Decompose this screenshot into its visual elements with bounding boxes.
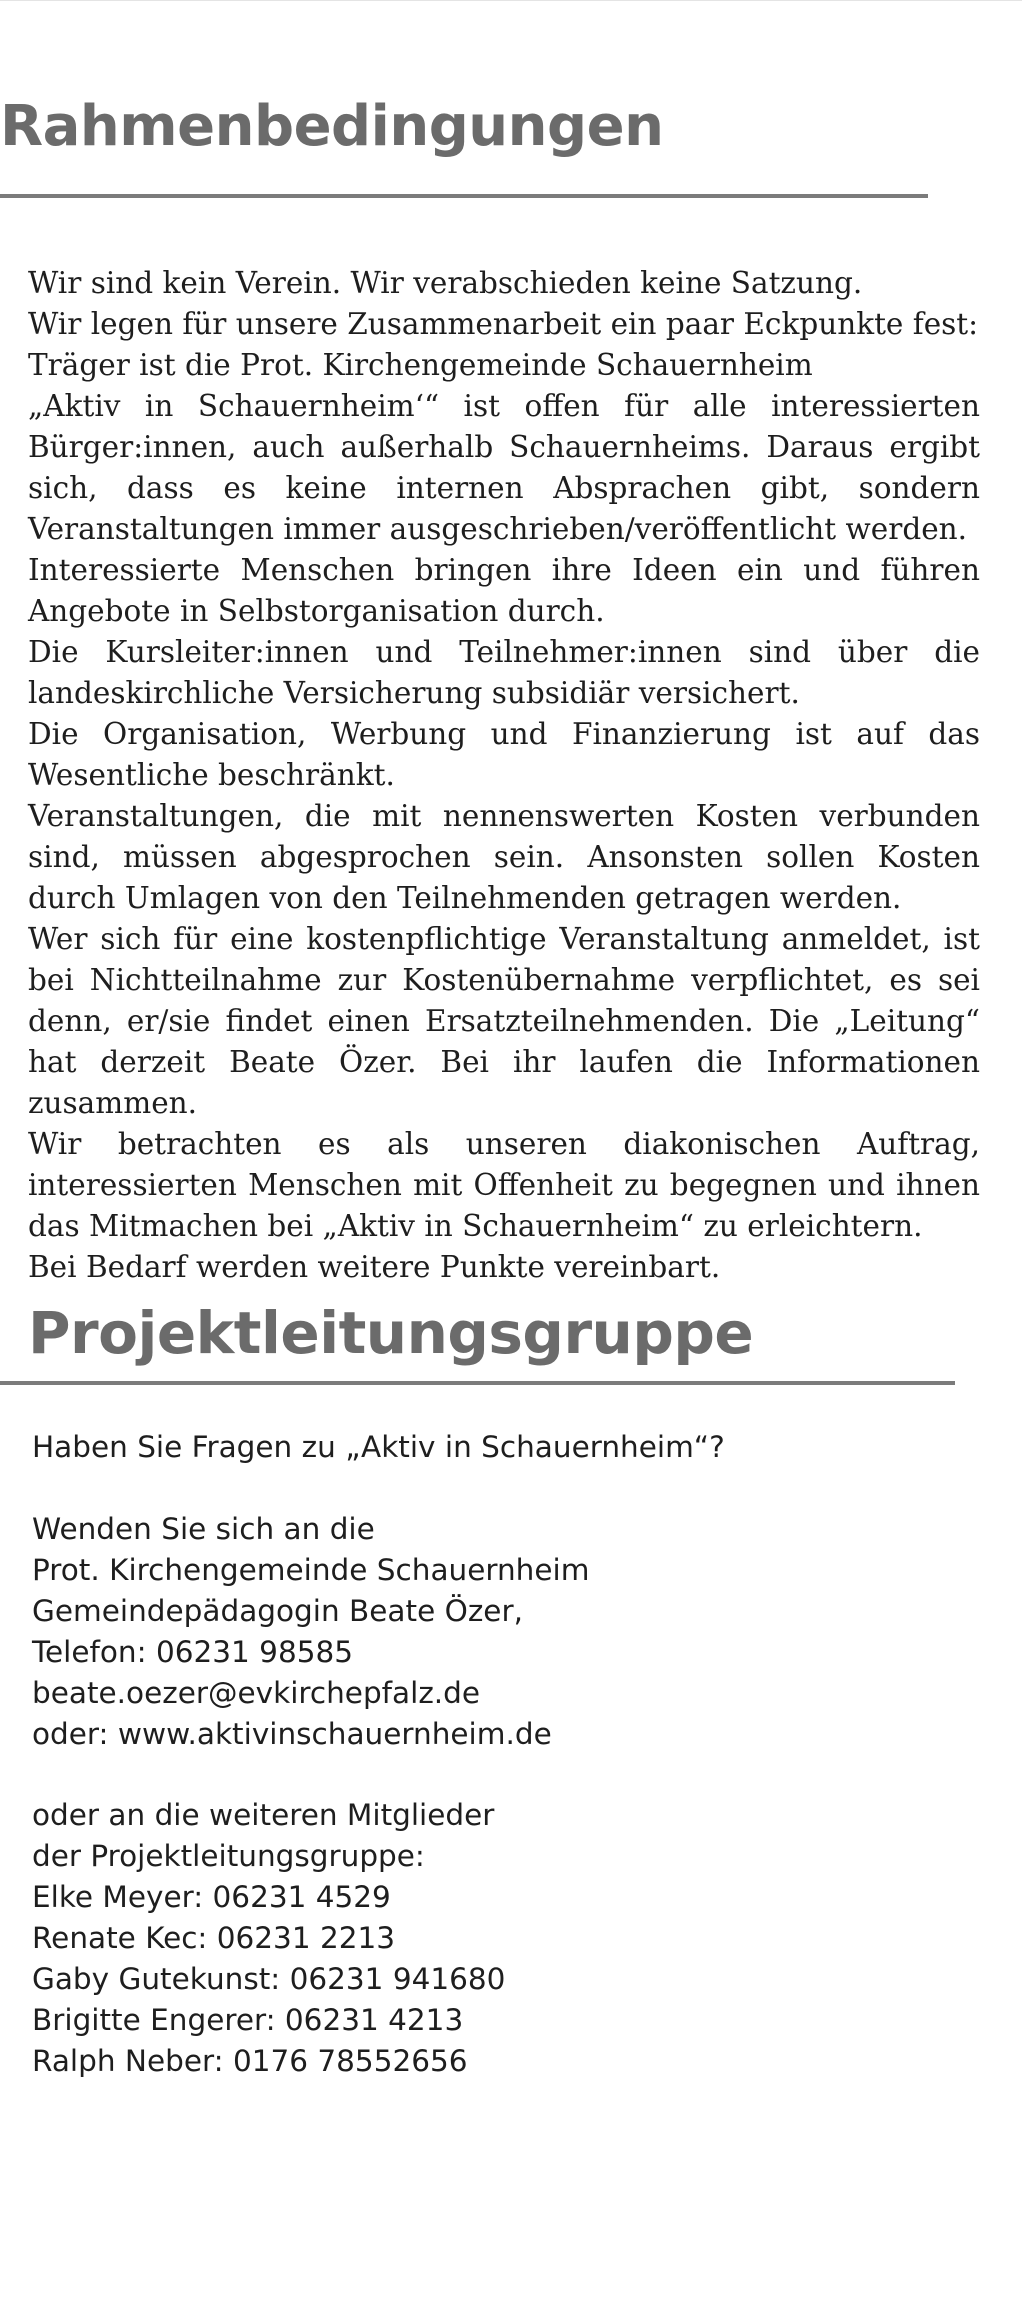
paragraph: Wer sich für eine kostenpflichtige Veranstaltung anmeldet, ist bei Nichtteilnahme zur Kostenübernahme verpflichtet, es sei denn, er/​sie findet einen Ersatzteilnehmenden. Die „Leitung“ hat derzeit Beate Özer. Bei ihr laufen die Informationen zusammen. xyxy=(28,922,980,1120)
paragraph: Wir sind kein Verein. Wir verabschieden keine Satzung. xyxy=(28,266,863,300)
contact-email: beate.oezer@evkirchepfalz.de xyxy=(32,1676,481,1710)
paragraph: Die Organisation, Werbung und Finanzierung ist auf das Wesentliche beschränkt. xyxy=(28,717,980,792)
paragraph: Veranstaltungen, die mit nennenswerten Kosten verbunden sind, müssen abgesprochen sein. Ansonsten sollen Kosten durch Umlagen von den Teilnehmenden getragen werden. xyxy=(28,799,980,915)
paragraph: „Aktiv in Schauernheim‘“ ist offen für alle interessierten Bürger:innen, auch außerhalb Schauernheims. Daraus ergibt sich, dass es keine internen Absprachen gibt, sondern Veranstaltungen immer ausgeschrieben/veröffentlicht werden. xyxy=(28,389,980,546)
paragraph: Die Kursleiter:innen und Teilnehmer:innen sind über die landeskirchliche Versicherung subsidiär versichert. xyxy=(28,635,980,710)
member-item: Elke Meyer: 06231 4529 xyxy=(32,1880,391,1914)
contact-website: oder: www.aktivinschauernheim.de xyxy=(32,1717,552,1751)
section-divider xyxy=(0,194,928,198)
member-item: Brigitte Engerer: 06231 4213 xyxy=(32,2003,464,2037)
members-intro: oder an die weiteren Mitglieder xyxy=(32,1798,495,1832)
member-list xyxy=(32,1795,932,2082)
paragraph: Bei Bedarf werden weitere Punkte vereinbart. xyxy=(28,1250,721,1284)
contact-line: Gemeindepädagogin Beate Özer, xyxy=(32,1594,523,1628)
paragraph: Träger ist die Prot. Kirchengemeinde Schauernheim xyxy=(28,348,813,382)
paragraph: Interessierte Menschen bringen ihre Ideen ein und führen Angebote in Selbstorganisation durch. xyxy=(28,553,980,628)
question-text: Haben Sie Fragen zu „Aktiv in Schauernheim“? xyxy=(32,1430,725,1464)
paragraph: Wir betrachten es als unseren diakonischen Auftrag, interessierten Menschen mit Offenheit zu begegnen und ihnen das Mitmachen bei „Aktiv in Schauernheim“ zu erleichtern. xyxy=(28,1127,980,1243)
paragraph: Wir legen für unsere Zusammenarbeit ein paar Eckpunkte fest: xyxy=(28,307,979,341)
member-item: Gaby Gutekunst: 06231 941680 xyxy=(32,1962,506,1996)
contact-question xyxy=(32,1427,932,1468)
section-title-rahmenbedingungen: Rahmenbedingungen xyxy=(0,94,664,159)
contact-line: Wenden Sie sich an die xyxy=(32,1512,375,1546)
contact-details xyxy=(32,1509,932,1755)
top-divider xyxy=(0,0,1022,1)
section-title-projektleitungsgruppe: Projektleitungsgruppe xyxy=(28,1299,754,1367)
contact-phone: Telefon: 06231 98585 xyxy=(32,1635,354,1669)
contact-line: Prot. Kirchengemeinde Schauernheim xyxy=(32,1553,590,1587)
rahmenbedingungen-body xyxy=(28,263,980,1288)
member-item: Renate Kec: 06231 2213 xyxy=(32,1921,396,1955)
member-item: Ralph Neber: 0176 78552656 xyxy=(32,2044,468,2078)
section-divider xyxy=(0,1381,955,1385)
members-intro: der Projektleitungsgruppe: xyxy=(32,1839,425,1873)
